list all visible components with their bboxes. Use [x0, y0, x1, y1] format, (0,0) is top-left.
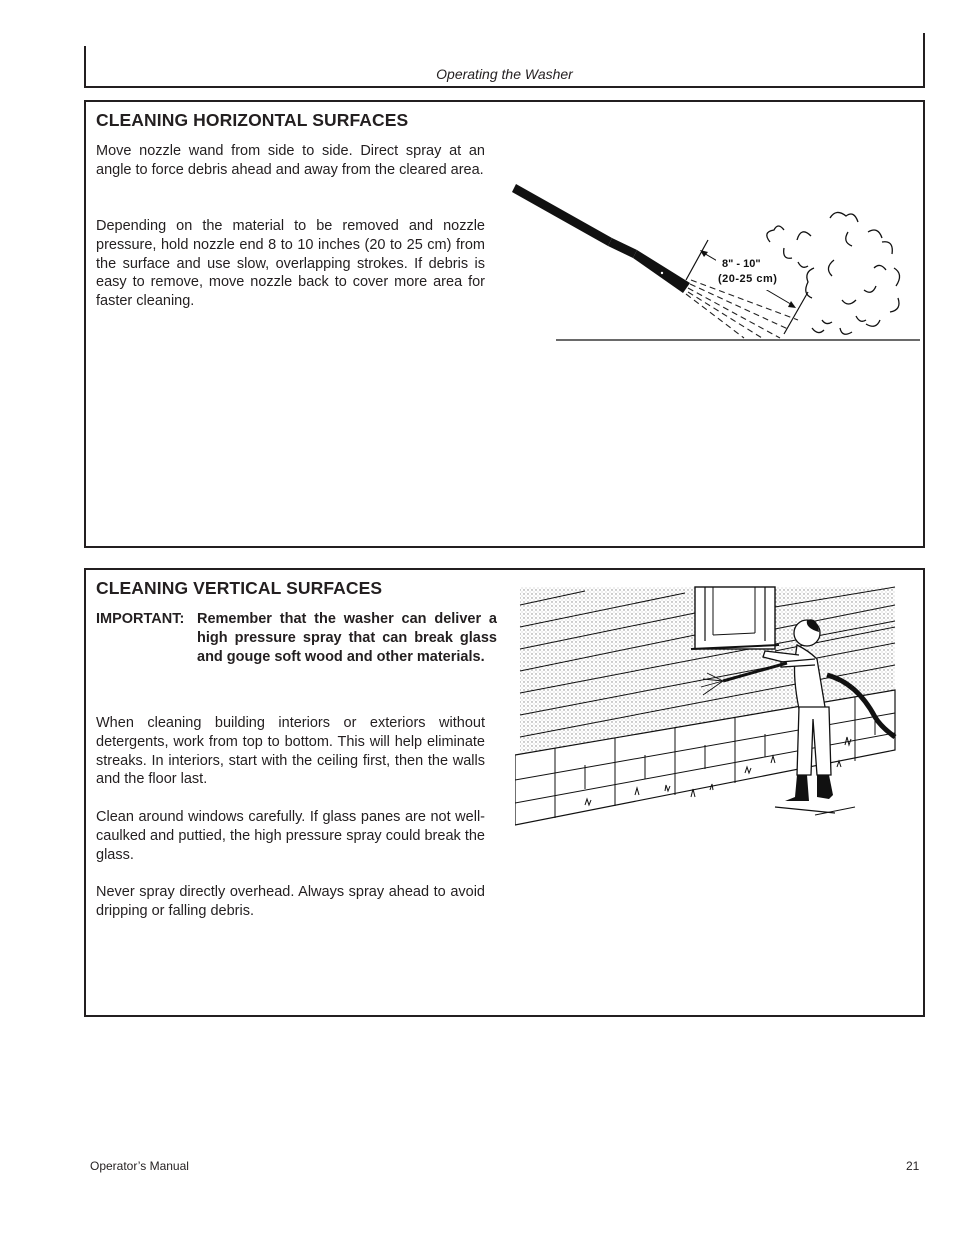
- vertical-paragraph-3: Never spray directly overhead. Always spray ahead to avoid dripping or falling debris.: [96, 884, 485, 919]
- vertical-heading: CLEANING VERTICAL SURFACES: [96, 578, 383, 598]
- vertical-paragraph-2: Clean around windows carefully. If glass panes are not well-caulked and puttied, the high pressure spray could break the glass.: [96, 809, 485, 863]
- header-rule-bottom: [84, 86, 925, 88]
- vertical-paragraph-1: When cleaning building interiors or exteriors without detergents, work from top to bottom. This will help eliminate streaks. In interiors, start with the ceiling first, then the walls and the floor last.: [96, 715, 485, 788]
- vertical-washing-illustration: [515, 585, 910, 830]
- horizontal-paragraph-2: Depending on the material to be removed and nozzle pressure, hold nozzle end 8 to 10 inches (20 to 25 cm) from the surface and use slow, overlapping strokes. If debris is easy to remove, move nozzle back to cover more area for faster cleaning.: [96, 218, 485, 310]
- nozzle-distance-illustration: [512, 180, 922, 345]
- footer-manual-name: Operator’s Manual: [90, 1159, 189, 1173]
- important-label: IMPORTANT:: [96, 611, 185, 627]
- window: [695, 587, 775, 649]
- horizontal-heading: CLEANING HORIZONTAL SURFACES: [96, 110, 409, 130]
- distance-inches-label: 8" - 10": [722, 258, 761, 270]
- important-text: Remember that the washer can deliver a high pressure spray that can break glass and gouge soft wood and other materials.: [197, 611, 497, 665]
- footer-page-number: 21: [906, 1159, 920, 1173]
- section-header: Operating the Washer: [436, 66, 573, 82]
- distance-cm-label: (20-25 cm): [718, 273, 778, 285]
- horizontal-paragraph-1: Move nozzle wand from side to side. Direct spray at an angle to force debris ahead and away from the cleared area.: [96, 143, 485, 178]
